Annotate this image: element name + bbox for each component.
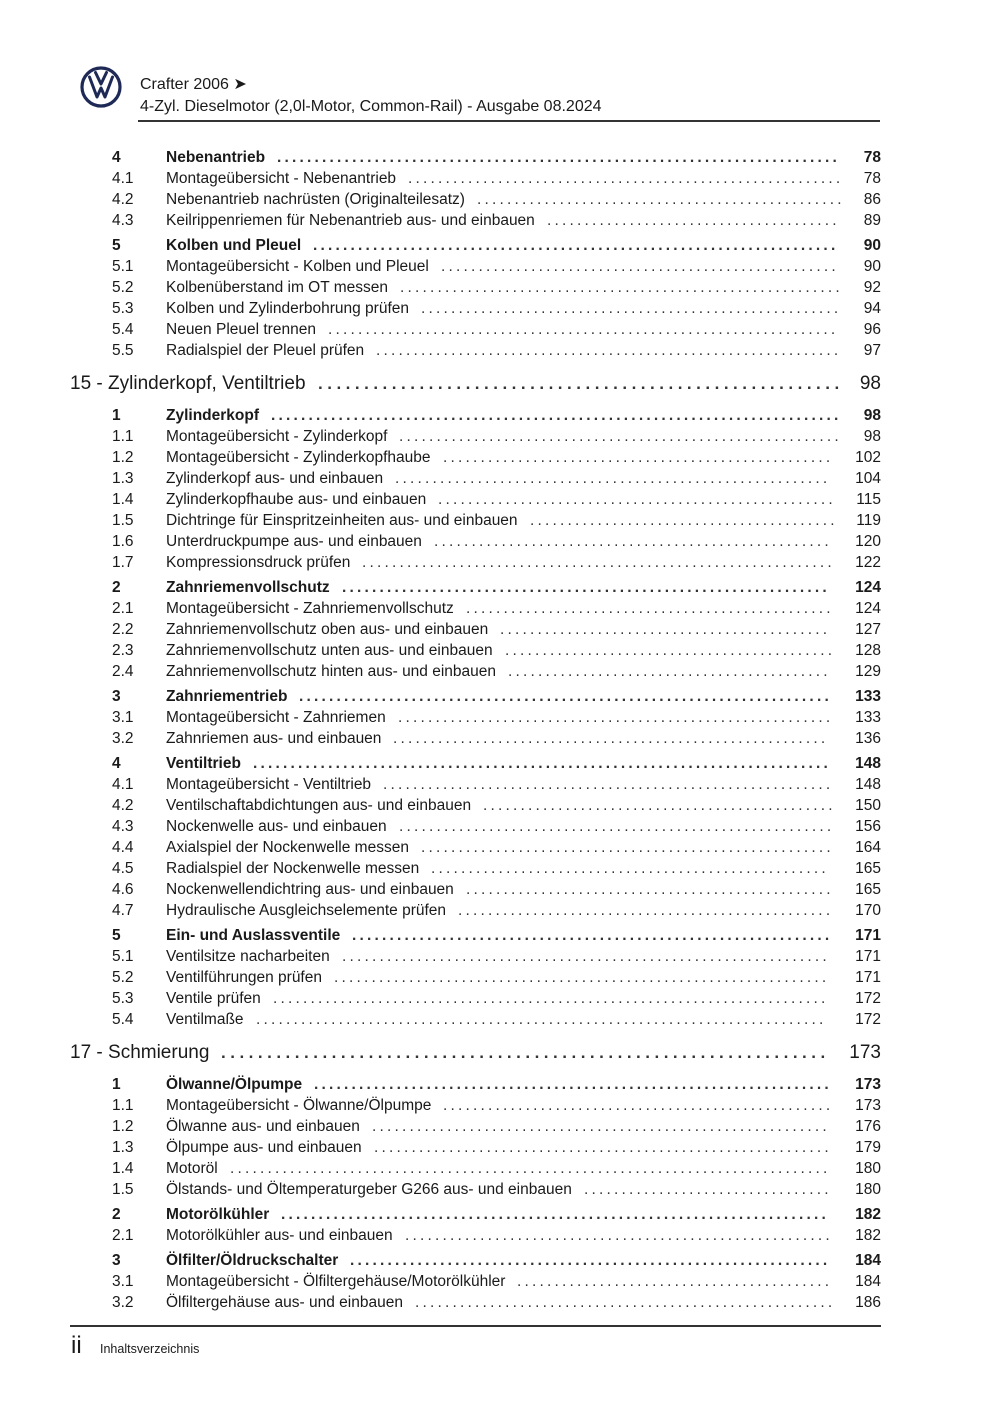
toc-page-number: 164 [855, 839, 881, 856]
toc-number: 4 [112, 755, 121, 772]
toc-entry[interactable] [70, 1095, 881, 1116]
toc-entry[interactable] [70, 661, 881, 682]
toc-page-number: 148 [855, 776, 881, 793]
toc-title: Ventile prüfen [166, 990, 261, 1007]
dot-leader: .......................................................... [398, 709, 834, 726]
toc-title: Motorölkühler [166, 1206, 270, 1223]
toc-title: Ölfiltergehäuse aus- und einbauen [166, 1294, 403, 1311]
toc-page-number: 129 [855, 663, 881, 680]
dot-leader: .......................................................................... [273, 990, 829, 1007]
toc-number: 4.3 [112, 818, 134, 835]
toc-page-number: 133 [855, 688, 881, 705]
toc-page-number: 98 [863, 428, 881, 445]
toc-number: 5.3 [112, 300, 134, 317]
toc-entry[interactable] [70, 340, 881, 361]
dot-leader: .................................................................. [334, 969, 830, 986]
toc-title: Ventilsitze nacharbeiten [166, 948, 330, 965]
toc-entry[interactable] [70, 640, 881, 661]
toc-number: 1.4 [112, 491, 134, 508]
toc-number: 1 [112, 1076, 121, 1093]
dot-leader: ........................................................................... [277, 149, 840, 166]
toc-page-number: 133 [855, 709, 881, 726]
toc-section[interactable] [70, 1074, 881, 1095]
toc-title: Ölwanne aus- und einbauen [166, 1118, 360, 1135]
header-divider [138, 120, 880, 122]
toc-title: Ventiltrieb [166, 755, 241, 772]
toc-page-number: 165 [855, 860, 881, 877]
toc-page-number: 173 [855, 1076, 881, 1093]
toc-number: 4.5 [112, 860, 134, 877]
footer-divider [70, 1325, 881, 1327]
dot-leader: ............................................ [505, 642, 836, 659]
dot-leader: ................................................................ [352, 927, 833, 944]
toc-title: Neuen Pleuel trennen [166, 321, 316, 338]
dot-leader: ........................................................ [415, 1294, 836, 1311]
toc-title: Nebenantrieb [166, 149, 266, 166]
toc-entry[interactable] [70, 1225, 881, 1246]
toc-entry[interactable] [70, 837, 881, 858]
toc-entry[interactable] [70, 489, 881, 510]
toc-page-number: 171 [855, 948, 881, 965]
toc-entry[interactable] [70, 619, 881, 640]
dot-leader: ......................................... [530, 512, 838, 529]
toc-title: Dichtringe für Einspritzeinheiten aus- und einbauen [166, 512, 518, 529]
toc-entry[interactable] [70, 967, 881, 988]
toc-page-number: 124 [855, 579, 881, 596]
toc-number: 2.2 [112, 621, 134, 638]
toc-entry[interactable] [70, 298, 881, 319]
dot-leader: ........................................................... [400, 279, 843, 296]
toc-page-number: 97 [863, 342, 881, 359]
toc-title: Radialspiel der Pleuel prüfen [166, 342, 365, 359]
toc-title: Zylinderkopfhaube aus- und einbauen [166, 491, 427, 508]
dot-leader: ...................................................................... [313, 237, 839, 254]
toc-title: Ölstands- und Öltemperaturgeber G266 aus- und einbauen [166, 1181, 572, 1198]
dot-leader: ........................................................... [399, 428, 842, 445]
toc-number: 5.2 [112, 279, 134, 296]
toc-number: 2.1 [112, 600, 134, 617]
toc-title: Montageübersicht - Ölfiltergehäuse/Motorölkühler [166, 1273, 506, 1290]
toc-number: 2.4 [112, 663, 134, 680]
dot-leader: ............................................................................ [256, 1011, 827, 1028]
toc-title: Zahnriemenvollschutz [166, 579, 330, 596]
toc-number: 1.5 [112, 512, 134, 529]
dot-leader: .......................................... [517, 1273, 833, 1290]
dot-leader: ................................................. [466, 600, 834, 617]
toc-entry[interactable] [70, 531, 881, 552]
toc-number: 4.2 [112, 191, 134, 208]
footer-label: Inhaltsverzeichnis [100, 1342, 200, 1356]
toc-entry[interactable] [70, 879, 881, 900]
toc-number: 4.2 [112, 797, 134, 814]
toc-number: 2 [112, 579, 121, 596]
toc-number: 4.3 [112, 212, 134, 229]
dot-leader: ............................................................................. [253, 755, 831, 772]
toc-entry[interactable] [70, 426, 881, 447]
toc-number: 5.4 [112, 1011, 134, 1028]
toc-page-number: 172 [855, 1011, 881, 1028]
toc-page-number: 122 [855, 554, 881, 571]
toc-title: Nebenantrieb nachrüsten (Originalteilesatz) [166, 191, 465, 208]
dot-leader: ............................................... [483, 797, 836, 814]
dot-leader: ....................................................................... [299, 688, 832, 705]
toc-number: 2.3 [112, 642, 134, 659]
toc-page-number: 89 [863, 212, 881, 229]
dot-leader: ......................................................... [405, 1227, 833, 1244]
toc-number: 1.2 [112, 449, 134, 466]
toc-title: Zylinderkopf [166, 407, 260, 424]
toc-title: Zahnriementrieb [166, 688, 288, 705]
toc-section[interactable] [70, 147, 881, 168]
toc-page-number: 173 [855, 1097, 881, 1114]
toc-title: 17 - Schmierung [70, 1042, 210, 1063]
dot-leader: ................................................. [477, 191, 845, 208]
toc-page-number: 184 [855, 1273, 881, 1290]
toc-chapter[interactable] [70, 367, 881, 401]
dot-leader: ......................................................................... [281, 1206, 829, 1223]
toc-entry[interactable] [70, 946, 881, 967]
toc-page-number: 186 [855, 1294, 881, 1311]
dot-leader: ....................................................... [421, 839, 834, 856]
toc-title: Ventilführungen prüfen [166, 969, 322, 986]
toc-title: Radialspiel der Nockenwelle messen [166, 860, 420, 877]
toc-entry[interactable] [70, 858, 881, 879]
dot-leader: ..................................................... [438, 491, 836, 508]
toc-title: Zahnriemen aus- und einbauen [166, 730, 382, 747]
toc-title: Montageübersicht - Zylinderkopf [166, 428, 388, 445]
toc-page-number: 176 [855, 1118, 881, 1135]
toc-entry[interactable] [70, 256, 881, 277]
toc-page-number: 102 [855, 449, 881, 466]
page-number: ii [71, 1332, 82, 1359]
toc-entry[interactable] [70, 1009, 881, 1030]
dot-leader: ..................................................................... [314, 1076, 832, 1093]
dot-leader: ................................................. [466, 881, 834, 898]
toc-page-number: 92 [863, 279, 881, 296]
toc-page-number: 184 [855, 1252, 881, 1269]
toc-number: 1.6 [112, 533, 134, 550]
toc-page-number: 182 [855, 1206, 881, 1223]
toc-title: Montageübersicht - Nebenantrieb [166, 170, 397, 187]
toc-number: 5.1 [112, 258, 134, 275]
toc-title: Kolben und Zylinderbohrung prüfen [166, 300, 410, 317]
toc-title: Kolbenüberstand im OT messen [166, 279, 388, 296]
toc-title: Montageübersicht - Kolben und Pleuel [166, 258, 429, 275]
toc-entry[interactable] [70, 1137, 881, 1158]
toc-number: 4.4 [112, 839, 134, 856]
toc-page-number: 94 [863, 300, 881, 317]
toc-page-number: 96 [863, 321, 881, 338]
toc-section[interactable] [70, 1250, 881, 1271]
toc-section[interactable] [70, 405, 881, 426]
toc-page-number: 90 [863, 237, 881, 254]
toc-entry[interactable] [70, 728, 881, 749]
toc-number: 3.1 [112, 709, 134, 726]
dot-leader: ................................. [584, 1181, 832, 1198]
toc-page-number: 173 [849, 1042, 881, 1063]
toc-entry[interactable] [70, 1116, 881, 1137]
toc-title: Montageübersicht - Zylinderkopfhaube [166, 449, 431, 466]
toc-entry[interactable] [70, 1179, 881, 1200]
toc-page-number: 90 [863, 258, 881, 275]
toc-number: 3.2 [112, 1294, 134, 1311]
toc-title: Ventilschaftabdichtungen aus- und einbauen [166, 797, 472, 814]
document-header [80, 66, 880, 122]
toc-number: 1 [112, 407, 121, 424]
toc-entry[interactable] [70, 1292, 881, 1313]
toc-entry[interactable] [70, 168, 881, 189]
toc-number: 4.1 [112, 776, 134, 793]
toc-section[interactable] [70, 686, 881, 707]
toc-page-number: 98 [859, 373, 881, 394]
dot-leader: ............................................................... [362, 554, 835, 571]
toc-entry[interactable] [70, 598, 881, 619]
toc-section[interactable] [70, 235, 881, 256]
toc-number: 3 [112, 1252, 121, 1269]
dot-leader: ..................................................... [434, 533, 832, 550]
toc-page-number: 120 [855, 533, 881, 550]
toc-title: Motoröl [166, 1160, 218, 1177]
toc-number: 5 [112, 927, 121, 944]
toc-number: 4.6 [112, 881, 134, 898]
toc-number: 1.3 [112, 470, 134, 487]
toc-title: Hydraulische Ausgleichselemente prüfen [166, 902, 447, 919]
toc-page-number: 136 [855, 730, 881, 747]
toc-entry[interactable] [70, 552, 881, 573]
dot-leader: .................................................... [443, 449, 834, 466]
toc-title: Ventilmaße [166, 1011, 244, 1028]
toc-entry[interactable] [70, 795, 881, 816]
toc-entry[interactable] [70, 210, 881, 231]
dot-leader: .......................................................... [408, 170, 844, 187]
toc-title: Ölfilter/Öldruckschalter [166, 1252, 339, 1269]
toc-title: Unterdruckpumpe aus- und einbauen [166, 533, 422, 550]
dot-leader: ..................................................... [431, 860, 829, 877]
toc-page-number: 156 [855, 818, 881, 835]
dot-leader: ............................................................. [372, 1118, 830, 1135]
toc-entry[interactable] [70, 1271, 881, 1292]
toc-number: 5.3 [112, 990, 134, 1007]
toc-entry[interactable] [70, 774, 881, 795]
toc-title: Zahnriemenvollschutz hinten aus- und einbauen [166, 663, 497, 680]
toc-page-number: 115 [856, 491, 881, 508]
toc-number: 5.2 [112, 969, 134, 986]
toc-title: Nockenwelle aus- und einbauen [166, 818, 387, 835]
toc-number: 1.3 [112, 1139, 134, 1156]
toc-title: Keilrippenriemen für Nebenantrieb aus- und einbauen [166, 212, 535, 229]
dot-leader: .......................................................... [399, 818, 835, 835]
toc-section[interactable] [70, 1204, 881, 1225]
dot-leader: ........................................... [508, 663, 831, 680]
dot-leader: .................................................. [458, 902, 834, 919]
dot-leader: ................................................................. [342, 948, 830, 965]
toc-entry[interactable] [70, 510, 881, 531]
toc-title: Nockenwellendichtring aus- und einbauen [166, 881, 454, 898]
table-of-contents [70, 143, 881, 1313]
toc-title: Zahnriemenvollschutz oben aus- und einbauen [166, 621, 489, 638]
toc-title: Kompressionsdruck prüfen [166, 554, 351, 571]
dot-leader: .......................................................... [395, 470, 831, 487]
toc-title: Zylinderkopf aus- und einbauen [166, 470, 384, 487]
dot-leader: ....................................... [547, 212, 840, 229]
toc-page-number: 78 [863, 170, 881, 187]
toc-title: Ölpumpe aus- und einbauen [166, 1139, 362, 1156]
toc-number: 4.1 [112, 170, 134, 187]
toc-page-number: 128 [855, 642, 881, 659]
toc-number: 3.2 [112, 730, 134, 747]
toc-number: 2 [112, 1206, 121, 1223]
dot-leader: ................................................................. [342, 579, 830, 596]
dot-leader: ............................................................ [383, 776, 834, 793]
toc-number: 1.5 [112, 1181, 134, 1198]
toc-entry[interactable] [70, 707, 881, 728]
toc-title: Axialspiel der Nockenwelle messen [166, 839, 409, 856]
page-footer [70, 1325, 881, 1365]
dot-leader: .......................................................... [393, 730, 829, 747]
toc-page-number: 124 [855, 600, 881, 617]
toc-number: 1.4 [112, 1160, 134, 1177]
toc-section[interactable] [70, 577, 881, 598]
toc-title: Zahnriemenvollschutz unten aus- und einbauen [166, 642, 493, 659]
toc-page-number: 182 [855, 1227, 881, 1244]
toc-number: 4.7 [112, 902, 134, 919]
toc-page-number: 98 [863, 407, 881, 424]
toc-title: Motorölkühler aus- und einbauen [166, 1227, 393, 1244]
toc-number: 5 [112, 237, 121, 254]
dot-leader: ................................................................ [350, 1252, 831, 1269]
toc-title: Ein- und Auslassventile [166, 927, 341, 944]
toc-page-number: 171 [855, 927, 881, 944]
toc-number: 3 [112, 688, 121, 705]
dot-leader: ............................................ [500, 621, 831, 638]
toc-number: 1.1 [112, 1097, 134, 1114]
toc-page-number: 148 [855, 755, 881, 772]
dot-leader: .................................................... [443, 1097, 834, 1114]
toc-title: Kolben und Pleuel [166, 237, 302, 254]
toc-title: Montageübersicht - Ölwanne/Ölpumpe [166, 1097, 432, 1114]
toc-page-number: 104 [855, 470, 881, 487]
toc-page-number: 150 [855, 797, 881, 814]
vw-logo-icon [80, 66, 122, 108]
toc-section[interactable] [70, 925, 881, 946]
toc-entry[interactable] [70, 447, 881, 468]
toc-entry[interactable] [70, 900, 881, 921]
toc-entry[interactable] [70, 319, 881, 340]
doc-model-title: Crafter 2006 ➤ [140, 76, 247, 93]
toc-entry[interactable] [70, 1158, 881, 1179]
toc-page-number: 165 [855, 881, 881, 898]
dot-leader: ......................................................... [318, 374, 844, 393]
dot-leader: .................................................................... [328, 321, 839, 338]
toc-page-number: 170 [855, 902, 881, 919]
toc-entry[interactable] [70, 816, 881, 837]
toc-number: 5.1 [112, 948, 134, 965]
toc-page-number: 78 [863, 149, 881, 166]
toc-number: 4 [112, 149, 121, 166]
toc-page-number: 86 [863, 191, 881, 208]
dot-leader: ............................................................................ [271, 407, 842, 424]
toc-page-number: 119 [856, 512, 881, 529]
toc-title: Montageübersicht - Zahnriemenvollschutz [166, 600, 454, 617]
toc-number: 3.1 [112, 1273, 134, 1290]
toc-number: 1.2 [112, 1118, 134, 1135]
toc-chapter[interactable] [70, 1036, 881, 1070]
toc-page-number: 127 [855, 621, 881, 638]
doc-subtitle: 4-Zyl. Dieselmotor (2,0l-Motor, Common-Rail) - Ausgabe 08.2024 [140, 98, 602, 115]
toc-entry[interactable] [70, 468, 881, 489]
toc-number: 1.1 [112, 428, 134, 445]
toc-page-number: 180 [855, 1160, 881, 1177]
toc-page-number: 172 [855, 990, 881, 1007]
toc-section[interactable] [70, 753, 881, 774]
toc-title: Montageübersicht - Zahnriemen [166, 709, 386, 726]
dot-leader: ..................................................... [441, 258, 839, 275]
toc-page-number: 180 [855, 1181, 881, 1198]
toc-number: 5.4 [112, 321, 134, 338]
toc-title: 15 - Zylinderkopf, Ventiltrieb [70, 373, 306, 394]
dot-leader: ................................................................................ [230, 1160, 831, 1177]
toc-number: 1.7 [112, 554, 134, 571]
toc-entry[interactable] [70, 277, 881, 298]
toc-number: 2.1 [112, 1227, 134, 1244]
dot-leader: .................................................................. [221, 1043, 830, 1062]
toc-page-number: 171 [855, 969, 881, 986]
dot-leader: ........................................................ [421, 300, 842, 317]
dot-leader: ............................................................. [374, 1139, 832, 1156]
toc-title: Ölwanne/Ölpumpe [166, 1076, 303, 1093]
dot-leader: .............................................................. [376, 342, 842, 359]
toc-page-number: 179 [855, 1139, 881, 1156]
toc-entry[interactable] [70, 988, 881, 1009]
toc-entry[interactable] [70, 189, 881, 210]
toc-number: 5.5 [112, 342, 134, 359]
toc-title: Montageübersicht - Ventiltrieb [166, 776, 372, 793]
